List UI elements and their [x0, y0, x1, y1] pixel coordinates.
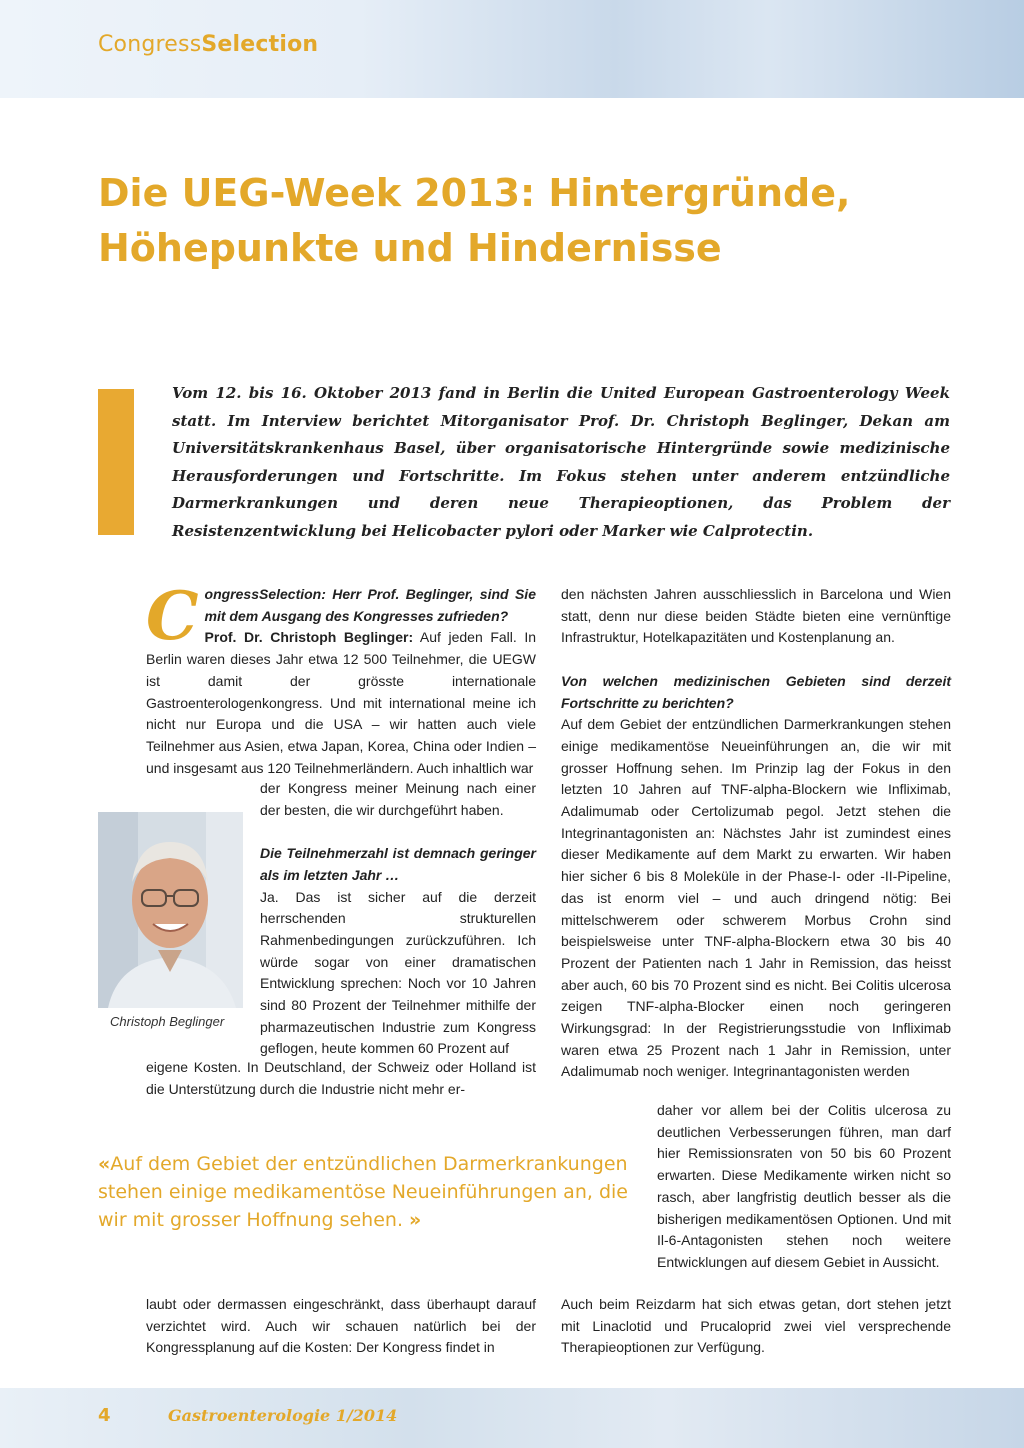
journal-name: Gastroenterologie 1/2014: [168, 1406, 398, 1425]
article-title: Die UEG-Week 2013: Hintergründe, Höhepunkte und Hindernisse: [98, 171, 851, 270]
right-column-middle: [657, 1100, 951, 1274]
article-lead: Vom 12. bis 16. Oktober 2013 fand in Berlin die United European Gastroenterology Week statt. Im Interview berichtet Mitorganisator Prof. Dr. Christoph Beglinger, Dekan am Universitätskrankenhaus Basel, über organisatorische Hintergründe sowie medizinische Herausforderungen und Fortschritte. Im Fokus stehen unter anderem entzündliche Darmerkrankungen und deren neue Therapieoptionen, das Problem der Resistenzentwicklung bei Helicobacter pylori oder Marker wie Calprotectin.: [172, 384, 950, 540]
page-number: 4: [98, 1405, 111, 1426]
quote-close-mark: »: [409, 1209, 422, 1231]
answer-2-part-3: laubt oder dermassen eingeschränkt, dass überhaupt darauf verzichtet wird. Auch wir schauen natürlich bei der Kongressplanung auf die Kosten: Der Kongress findet in: [146, 1296, 536, 1356]
brand-regular: Congress: [98, 32, 202, 57]
answer-3-part-3: Auch beim Reizdarm hat sich etwas getan, dort stehen jetzt mit Linaclotid und Prucaloprid zwei viel versprechende Therapieoptionen zur Verfügung.: [561, 1296, 951, 1356]
left-column-lower: [146, 1057, 536, 1100]
pull-quote: [98, 1150, 648, 1234]
photo-caption: Christoph Beglinger: [110, 1014, 225, 1029]
speaker-label: Prof. Dr. Christoph Beglinger:: [204, 629, 414, 646]
quote-open-mark: «: [98, 1153, 111, 1175]
answer-1-part-1: Auf jeden Fall. In Berlin waren dieses Jahr etwa 12 500 Teilnehmer, die UEGW ist damit der grösste internationale Gastroenterologenkongress. Und mit international meine ich nicht nur Europa und die USA – wir hatten auch viele Teilnehmer aus Asien, etwa Japan, Korea, China oder Indien – und insgesamt aus 120 Teilnehmerländern. Auch inhaltlich war: [146, 629, 536, 776]
portrait-illustration: [98, 812, 243, 1008]
question-1: ongressSelection: Herr Prof. Beglinger, sind Sie mit dem Ausgang des Kongresses zufrieden?: [204, 586, 536, 624]
question-3: Von welchen medizinischen Gebieten sind derzeit Fortschritte zu berichten?: [561, 672, 951, 711]
lead-accent-bar: [98, 389, 134, 535]
drop-cap: C: [146, 577, 199, 655]
brand-logo: [98, 32, 318, 57]
right-column-top: [561, 584, 951, 1083]
answer-1-part-2: der Kongress meiner Meinung nach einer der besten, die wir durchgeführt haben.: [260, 780, 536, 818]
answer-2-part-4: den nächsten Jahren ausschliesslich in Barcelona und Wien statt, denn nur diese beiden Städte bieten eine vernünftige Infrastruktur, Hotelkapazitäten und Kostenplanung an.: [561, 586, 951, 646]
answer-3-part-2: daher vor allem bei der Colitis ulcerosa zu deutlichen Verbesserungen führen, man darf hier Remissionsraten von 50 bis 60 Prozent erwarten. Diese Medikamente wirken nicht so rasch, aber langfristig deutlich besser als die bisherigen medikamentösen Optionen. Und mit Il-6-Antagonisten stehen noch weitere Entwicklungen auf diesem Gebiet in Aussicht.: [657, 1102, 951, 1270]
left-column-bottom: [146, 1294, 536, 1359]
portrait-photo: [98, 812, 243, 1008]
question-2: Die Teilnehmerzahl ist demnach geringer als im letzten Jahr …: [260, 845, 536, 883]
pull-quote-text: Auf dem Gebiet der entzündlichen Darmerkrankungen stehen einige medikamentöse Neueinführungen an, die wir mit grosser Hoffnung sehen.: [98, 1153, 628, 1231]
left-column-middle: [260, 778, 536, 1060]
right-column-bottom: [561, 1294, 951, 1359]
answer-2-part-1: Ja. Das ist sicher auf die derzeit herrschenden strukturellen Rahmenbedingungen zurückzuführen. Ich würde sogar von einer dramatischen Entwicklung sprechen: Noch vor 10 Jahren sind 80 Prozent der Teilnehmer mithilfe der pharmazeutischen Industrie zum Kongress geflogen, heute kommen 60 Prozent auf: [260, 888, 536, 1057]
answer-3-part-1: Auf dem Gebiet der entzündlichen Darmerkrankungen stehen einige medikamentöse Neueinführungen an, die wir mit grosser Hoffnung sehen. Im Prinzip lag der Fokus in den letzten 10 Jahren auf TNF-alpha-Blockern wie Infliximab, Adalimumab oder Certolizumab pegol. Jetzt stehen die Integrinantagonisten an: Nächstes Jahr ist zumindest eines dieser Medikamente auf dem Markt zu erwarten. Wir haben hier sicher 6 bis 8 Moleküle in der Phase-I- oder -II-Pipeline, das ist enorm viel – und auch dringend nötig: Bei mittelschwerem oder schwerem Morbus Crohn sind beispielsweise unter TNF-alpha-Blockern etwa 30 bis 40 Prozent der Patienten nach 1 Jahr in Remission, das heisst aber auch, 60 bis 70 Prozent sind es nicht. Bei Colitis ulcerosa zeigen TNF-alpha-Blocker einen noch geringeren Wirkungsgrad: In der Registrierungsstudie von Infliximab waren etwa 25 Prozent nach 1 Jahr in Remission, unter Adalimumab noch weniger. Integrinantagonisten werden: [561, 716, 951, 1080]
left-column-top: [146, 577, 536, 779]
footer-band: [0, 1388, 1024, 1448]
answer-2-part-2: eigene Kosten. In Deutschland, der Schweiz oder Holland ist die Unterstützung durch die Industrie nicht mehr er-: [146, 1059, 536, 1097]
brand-bold: Selection: [201, 32, 319, 57]
